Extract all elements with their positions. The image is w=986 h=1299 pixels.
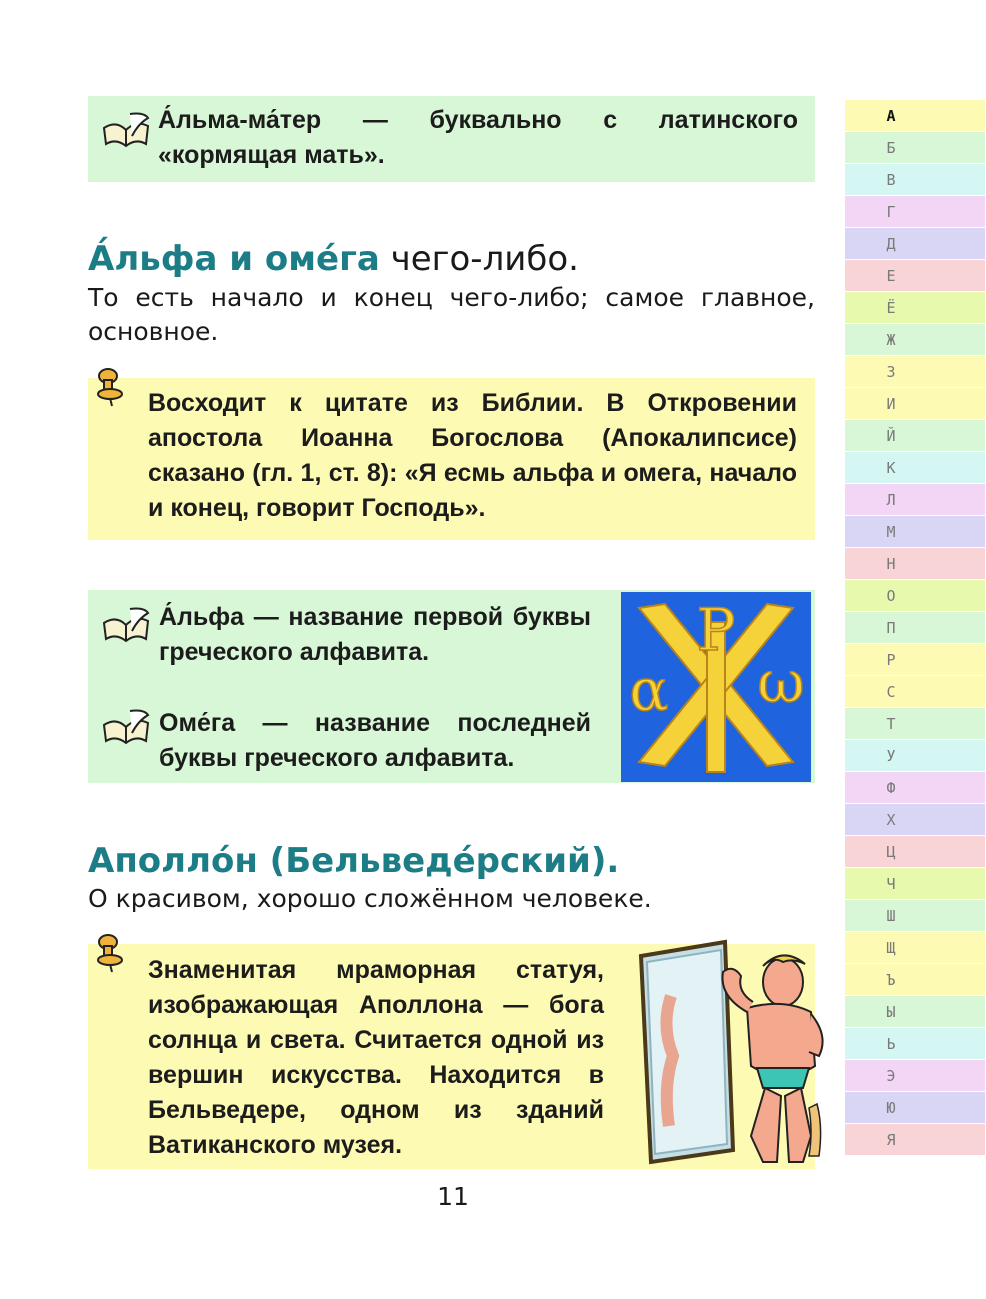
index-letter[interactable]: Ж (845, 324, 985, 356)
rho-letter: P (696, 596, 736, 664)
bodybuilder-mirror-illustration (633, 936, 829, 1166)
index-letter[interactable]: Т (845, 708, 985, 740)
note-alma-mater-text: А́льма-ма́тер — буквально с латинского «кормящая мать». (158, 106, 798, 169)
index-letter[interactable]: Ч (845, 868, 985, 900)
note-alpha-text: А́льфа — название первой буквы греческого алфавита. (159, 603, 591, 666)
index-letter[interactable]: К (845, 452, 985, 484)
index-letter[interactable]: А (845, 100, 985, 132)
note-omega-text: Оме́га — название последней буквы греческого алфавита. (159, 709, 591, 772)
page-number: 11 (437, 1182, 469, 1211)
index-letter[interactable]: В (845, 164, 985, 196)
entry-heading-alpha-omega (88, 238, 579, 280)
book-quill-icon (100, 110, 152, 150)
index-letter[interactable]: Щ (845, 932, 985, 964)
alpha-letter: α (629, 656, 669, 724)
index-letter[interactable]: Х (845, 804, 985, 836)
info-box-bible (88, 378, 815, 540)
index-letter[interactable]: Э (845, 1060, 985, 1092)
index-letter[interactable]: Ь (845, 1028, 985, 1060)
index-letter[interactable]: Г (845, 196, 985, 228)
index-letter[interactable]: О (845, 580, 985, 612)
info-bible-text: Восходит к цитате из Библии. В Откровении апостола Иоанна Богослова (Апокалипсисе) сказано (гл. 1, ст. 8): «Я есмь альфа и омега, начало и конец, говорит Господь». (148, 389, 797, 522)
index-letter[interactable]: П (845, 612, 985, 644)
index-letter[interactable]: Ё (845, 292, 985, 324)
pushpin-icon (94, 932, 128, 974)
index-letter[interactable]: Е (845, 260, 985, 292)
note-box-alma-mater (88, 96, 815, 182)
index-letter[interactable]: Я (845, 1124, 985, 1156)
entry-term: Аполло́н (Бельведе́рский). (88, 841, 620, 881)
index-letter[interactable]: Ы (845, 996, 985, 1028)
index-letter[interactable]: Ц (845, 836, 985, 868)
index-letter[interactable]: Л (845, 484, 985, 516)
index-letter[interactable]: И (845, 388, 985, 420)
index-letter[interactable]: Ю (845, 1092, 985, 1124)
note-box-greek-letters (88, 590, 815, 783)
index-letter[interactable]: Ъ (845, 964, 985, 996)
index-letter[interactable]: Ш (845, 900, 985, 932)
info-apollo-text: Знаменитая мраморная статуя, изображающая Аполлона — бога солнца и света. Считается одной из вершин искусства. Находится в Бельведере, одном из зданий Ватиканского музея. (148, 956, 604, 1159)
entry-term: А́льфа и оме́га (88, 239, 380, 279)
entry-definition: То есть начало и конец чего-либо; самое главное, основное. (88, 283, 815, 346)
pushpin-icon (94, 366, 128, 408)
entry-heading-apollo (88, 840, 619, 882)
alphabet-index (845, 100, 985, 1156)
book-quill-icon (100, 707, 152, 747)
book-quill-icon (100, 605, 152, 645)
index-letter[interactable]: У (845, 740, 985, 772)
index-letter[interactable]: Й (845, 420, 985, 452)
index-letter[interactable]: Б (845, 132, 985, 164)
index-letter[interactable]: Ф (845, 772, 985, 804)
entry-definition: О красивом, хорошо сложённом человеке. (88, 884, 652, 913)
chi-rho-symbol-image (621, 592, 811, 782)
index-letter[interactable]: З (845, 356, 985, 388)
info-box-apollo (88, 944, 815, 1169)
entry-term-tail: чего-либо. (390, 239, 579, 279)
index-letter[interactable]: Р (845, 644, 985, 676)
index-letter[interactable]: Н (845, 548, 985, 580)
index-letter[interactable]: С (845, 676, 985, 708)
omega-letter: ω (757, 648, 805, 716)
index-letter[interactable]: М (845, 516, 985, 548)
index-letter[interactable]: Д (845, 228, 985, 260)
